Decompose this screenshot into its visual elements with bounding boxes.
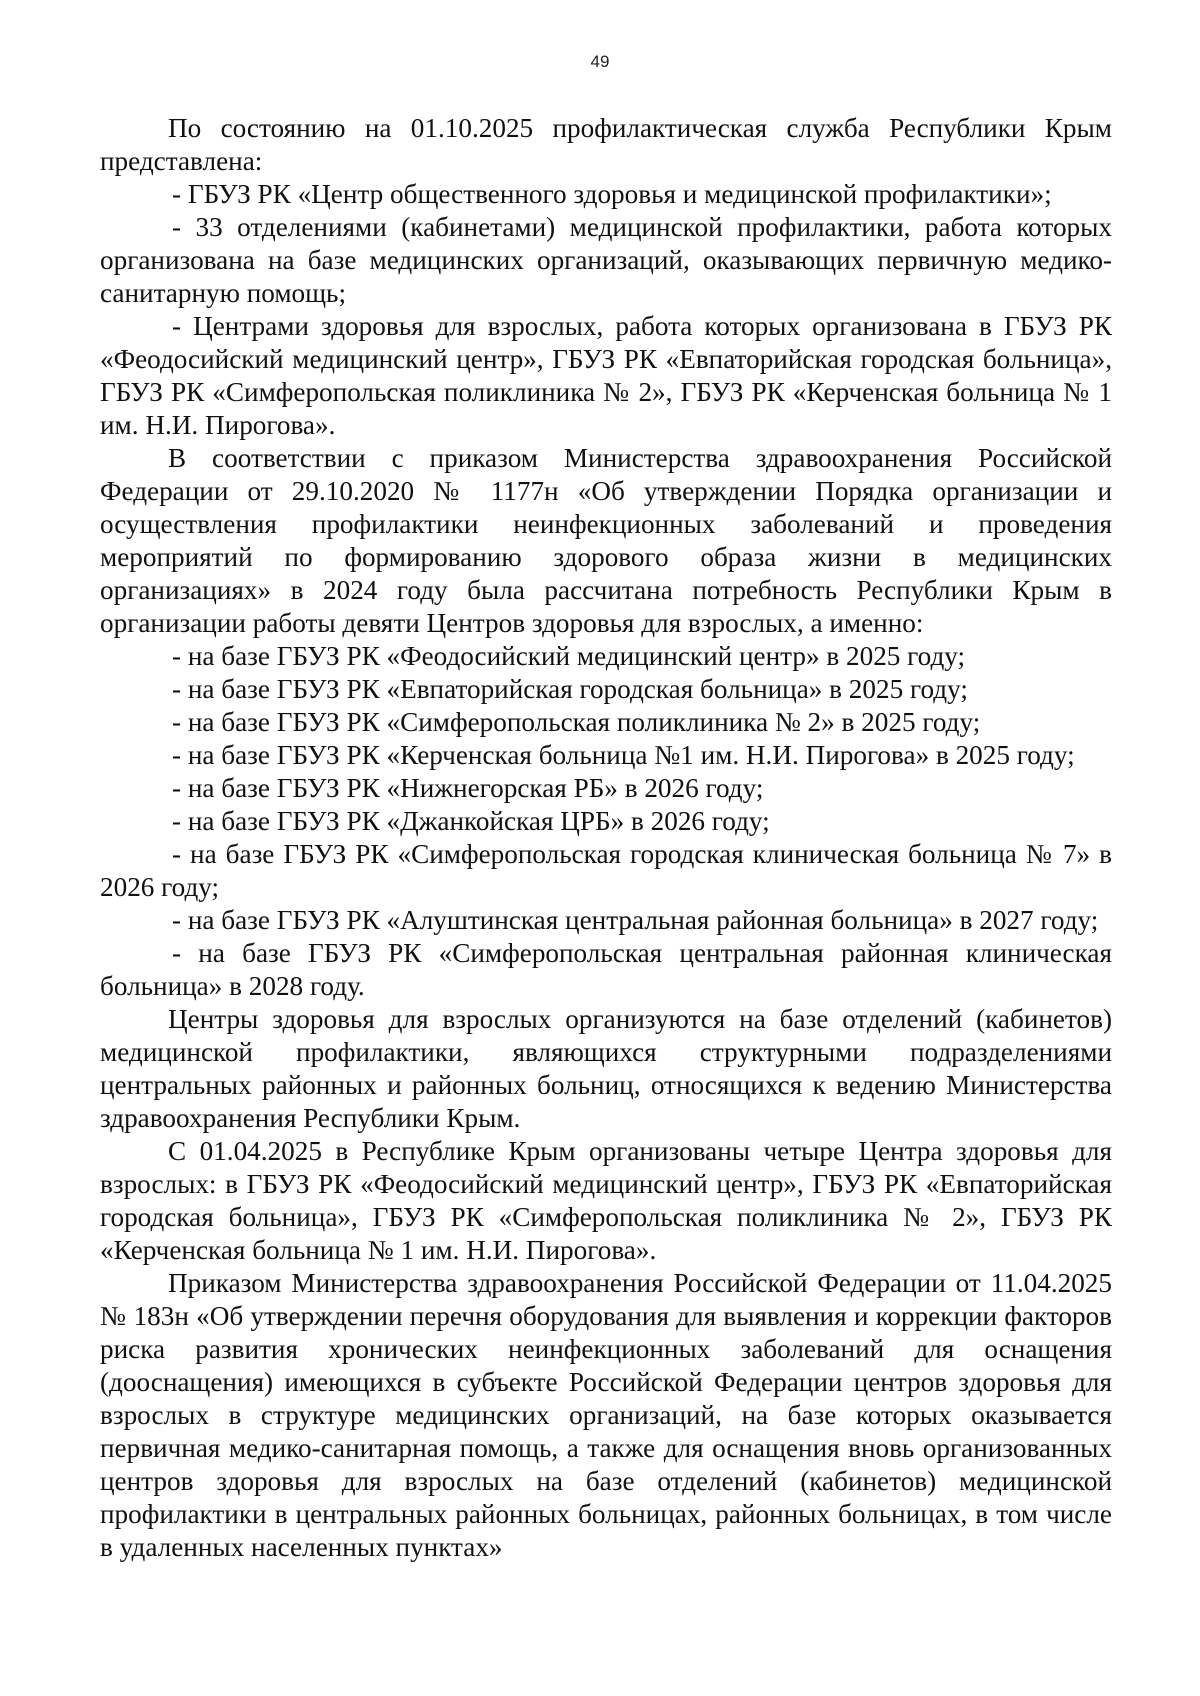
list-item: - на базе ГБУЗ РК «Алуштинская центральная районная больница» в 2027 году;: [172, 905, 1099, 935]
list-item: - Центрами здоровья для взрослых, работа которых организована в ГБУЗ РК «Феодосийский медицинский центр», ГБУЗ РК «Евпаторийская городская больница», ГБУЗ РК «Симферопольская поликлиника № 2», ГБУЗ РК «Керченская больница № 1 им. Н.И. Пирогова».: [100, 311, 1112, 440]
paragraph-intro: По состоянию на 01.10.2025 профилактическая служба Республики Крым представлена:: [100, 113, 1112, 176]
list-item: - на базе ГБУЗ РК «Феодосийский медицинский центр» в 2025 году;: [172, 641, 966, 671]
paragraph-order-183n: Приказом Министерства здравоохранения Российской Федерации от 11.04.2025 № 183н «Об утверждении перечня оборудования для выявления и коррекции факторов риска развития хронических неинфекционных заболеваний для оснащения (дооснащения) имеющихся в субъекте Российской Федерации центров здоровья для взрослых в структуре медицинских организаций, на базе которых оказывается первичная медико-санитарная помощь, а также для оснащения вновь организованных центров здоровья для взрослых на базе отделений (кабинетов) медицинской профилактики в центральных районных больницах, районных больницах, в том числе в удаленных населенных пунктах»: [100, 1268, 1112, 1562]
paragraph-order-1177n: В соответствии с приказом Министерства здравоохранения Российской Федерации от 29.10.2020 № 1177н «Об утверждении Порядка организации и осуществления профилактики неинфекционных заболеваний и проведения мероприятий по формированию здорового образа жизни в медицинских организациях» в 2024 году была рассчитана потребность Республики Крым в организации работы девяти Центров здоровья для взрослых, а именно:: [100, 443, 1112, 638]
list-item: - 33 отделениями (кабинетами) медицинской профилактики, работа которых организована на базе медицинских организаций, оказывающих первичную медико-санитарную помощь;: [100, 212, 1112, 308]
document-body: [100, 112, 1112, 1564]
list-item: - на базе ГБУЗ РК «Симферопольская поликлиника № 2» в 2025 году;: [172, 707, 981, 737]
page-number: 49: [590, 52, 610, 71]
list-item: - на базе ГБУЗ РК «Нижнегорская РБ» в 2026 году;: [172, 773, 764, 803]
paragraph-health-centers: Центры здоровья для взрослых организуются на базе отделений (кабинетов) медицинской профилактики, являющихся структурными подразделениями центральных районных и районных больниц, относящихся к ведению Министерства здравоохранения Республики Крым.: [100, 1004, 1112, 1133]
list-item: - ГБУЗ РК «Центр общественного здоровья и медицинской профилактики»;: [172, 179, 1052, 209]
list-item: - на базе ГБУЗ РК «Джанкойская ЦРБ» в 2026 году;: [172, 806, 770, 836]
list-item: - на базе ГБУЗ РК «Симферопольская центральная районная клиническая больница» в 2028 году.: [100, 938, 1112, 1001]
list-item: - на базе ГБУЗ РК «Евпаторийская городская больница» в 2025 году;: [172, 674, 968, 704]
list-item: - на базе ГБУЗ РК «Керченская больница №1 им. Н.И. Пирогова» в 2025 году;: [172, 740, 1075, 770]
list-item: - на базе ГБУЗ РК «Симферопольская городская клиническая больница № 7» в 2026 году;: [100, 839, 1112, 902]
paragraph-organized-centers: С 01.04.2025 в Республике Крым организованы четыре Центра здоровья для взрослых: в ГБУЗ РК «Феодосийский медицинский центр», ГБУЗ РК «Евпаторийская городская больница», ГБУЗ РК «Симферопольская поликлиника № 2», ГБУЗ РК «Керченская больница № 1 им. Н.И. Пирогова».: [100, 1136, 1112, 1265]
